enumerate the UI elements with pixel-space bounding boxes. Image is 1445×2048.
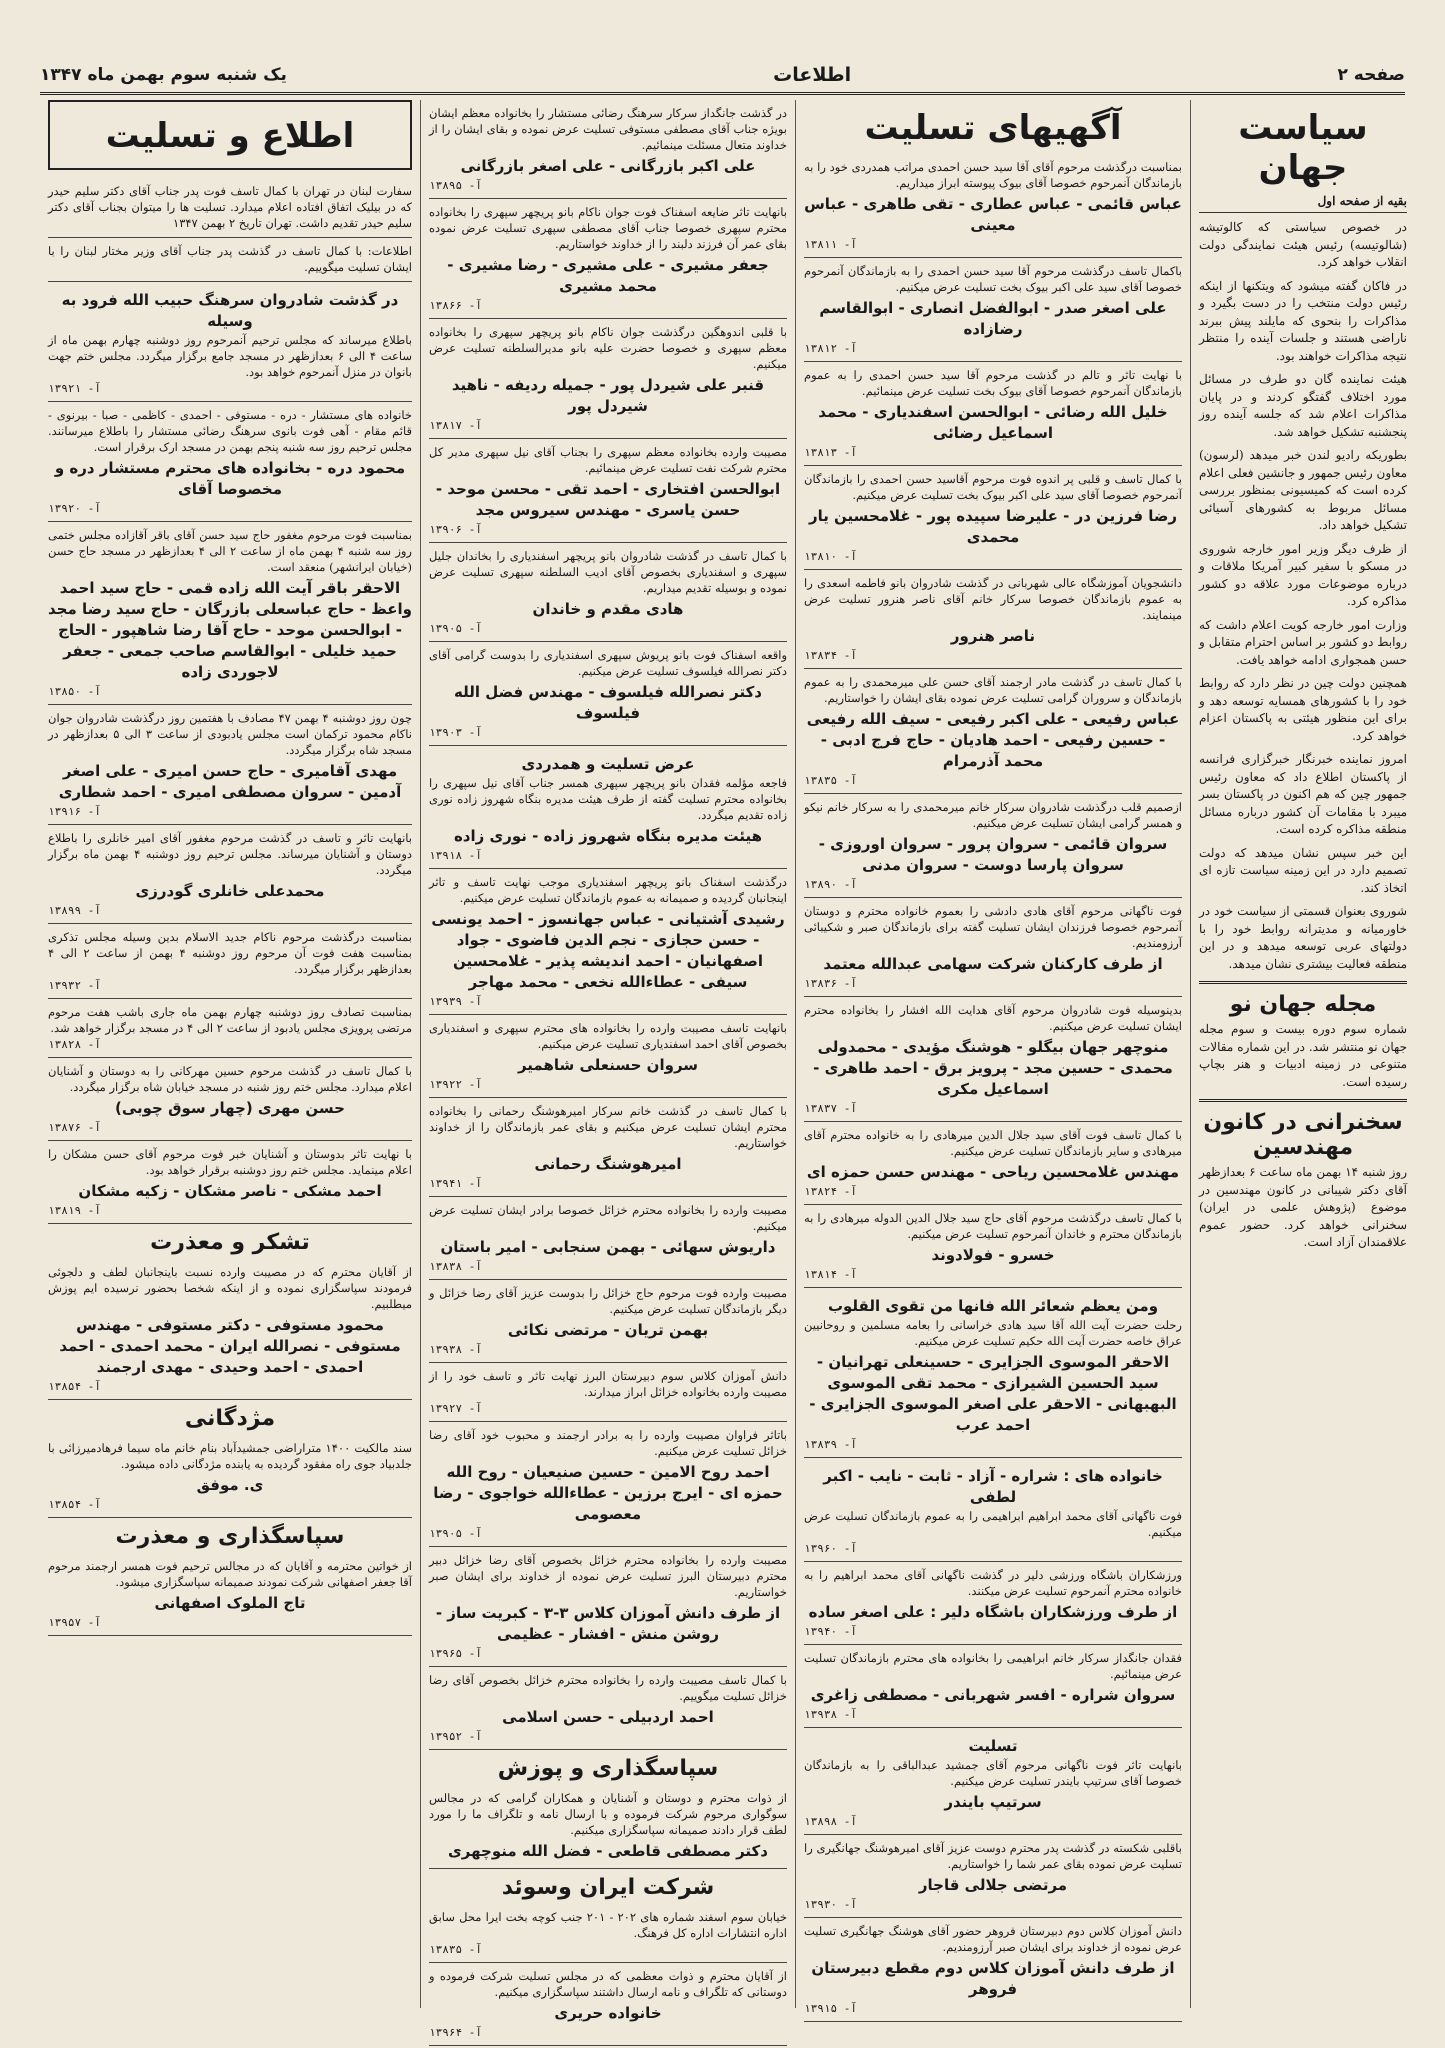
notice-body: فوت ناگهانی آقای محمد ابراهیم ابراهیمی را به عموم بازماندگان تسلیت عرض میکنیم.	[804, 1509, 1182, 1539]
notice-names: عباس رفیعی - علی اکبر رفیعی - سیف الله رفیعی - حسین رفیعی - احمد هادیان - حاج فرج ادبی - محمد آذرمرام	[806, 710, 1180, 770]
notice-body: با کمال تاسف و قلبی پر اندوه فوت مرحوم آقاسید حسن احمدی را بازماندگان آنمرحوم خصوصا آقای سید علی اکبر بیوک بخت تسلیت عرض میکنیم.	[804, 472, 1182, 502]
notice-body: مصیبت وارده را بخانواده محترم خزائل خصوصا برادر ایشان تسلیت عرض میکنیم.	[429, 1203, 787, 1233]
gratitude-title: سپاسگذاری و معذرت	[115, 1524, 345, 1549]
notice-title: در گذشت شادروان سرهنگ حبیب الله فرود به وسیله	[61, 291, 399, 330]
notice	[429, 319, 787, 439]
notice	[804, 466, 1182, 570]
issue-date: یک شنبه سوم بهمن ماه ۱۳۴۷	[40, 65, 287, 85]
notice-list	[429, 100, 787, 1750]
notice-code: ۱۳۸۲۸ -آ	[48, 1038, 101, 1051]
company-body: خیابان سوم اسفند شماره های ۲۰۲ - ۲۰۱ جنب کوچه بخت ایرا محل سابق اداره انتشارات اداره کل فرهنگ.	[429, 1910, 787, 1940]
notice-code: ۱۳۹۶۰ -آ	[804, 1542, 857, 1555]
notice-body: بدینوسیله فوت شادروان مرحوم آقای هدایت الله افشار را بخانواده محترم ایشان تسلیت عرض میکنیم.	[804, 1003, 1182, 1033]
world-politics-subtitle: بقیه از صفحه اول	[1199, 194, 1407, 213]
notice-code: ۱۳۸۱۲ -آ	[804, 342, 857, 355]
notice-body: بانهایت تاثر فوت ناگهانی مرحوم آقای جمشید عبدالباقی را به بازماندگان خصوصا آقای سرتیپ بایندر تسلیت عرض میکنیم.	[804, 1758, 1182, 1788]
notice	[804, 1205, 1182, 1288]
notice-body: با کمال تاسف در گذشت خانم سرکار امیرهوشنگ رحمانی را بخانواده محترم ایشان تسلیت عرض میکنیم و بقای عمر بازماندگان را از خداوند خواستاریم.	[429, 1104, 787, 1150]
notice	[48, 924, 412, 999]
last-body: از آقایان محترم و ذوات معظمی که در مجلس تسلیت شرکت فرموده و دوستانی که تلگراف و نامه ارسال داشتند سپاسگزاری میکنیم.	[429, 1969, 787, 1999]
condolence-list	[804, 154, 1182, 2022]
last-code: ۱۳۹۶۴ -آ	[429, 2026, 482, 2039]
notice-body: با کمال تاسف در گذشت مادر ارجمند آقای حسن علی میرمحمدی را به عموم بازماندگان و سروران گرامی تسلیت عرض نموده بقای ایشان را خواستاریم.	[804, 675, 1182, 705]
notice-body: با قلبی اندوهگین درگذشت جوان ناکام بانو پریچهر سپهری را بخانواده معظم سپهری و خصوصا حضرت علیه بانو مدیرالسلطنه تسلیت عرض میکنیم.	[429, 325, 787, 371]
notice-code: ۱۳۹۰۳ -آ	[429, 726, 482, 739]
paragraph: در فاکان گفته میشود که ویتکنها از اینکه رئیس دولت منتخب را در دست بگیرد و مذاکرات را بنحوی که مایلند پیش ببرند ناراضی هستند و جلسات آینده را منتظر نتیجه مذاکرات خواهند بود.	[1199, 278, 1407, 363]
gratitude-body: از خواتین محترمه و آقایان که در مجالس ترحیم فوت همسر ارجمند مرحوم آقا جعفر اصفهانی شرکت نمودند صمیمانه سپاسگزاری میشود.	[48, 1559, 412, 1589]
paragraph: وزارت امور خارجه کویت اعلام داشت که روابط دو کشور بر اساس احترام متقابل و حسن همجواری ادامه خواهد یافت.	[1199, 617, 1407, 667]
notice	[429, 100, 787, 199]
announcement-box	[48, 100, 412, 170]
notice	[804, 898, 1182, 997]
thanks-apology-names: محمود مستوفی - دکتر مستوفی - مهندس مستوفی - نصرالله ایران - محمد احمدی - احمد احمدی - احمد وحیدی - مهدی ارجمند	[59, 1316, 401, 1376]
divider	[1199, 981, 1407, 984]
company-code: ۱۳۸۳۵ -آ	[429, 1943, 482, 1956]
notice	[429, 1280, 787, 1363]
paragraph: شوروی بعنوان قسمتی از سیاست خود در خاورمیانه و مدیترانه روابط خود را با دولتهای عربی توسعه میدهد و در این منطقه فعالیت بیشتری نشان میدهد.	[1199, 904, 1407, 971]
notice	[429, 1667, 787, 1750]
notice-names: احمد مشکی - ناصر مشکان - زکیه مشکان	[78, 1182, 382, 1200]
notice-code: ۱۳۹۳۲ -آ	[48, 979, 101, 992]
notice-names: سروان حسنعلی شاهمیر	[517, 1056, 699, 1074]
notice-names: بهمن تریان - مرتضی نکائی	[507, 1321, 709, 1339]
announcement-title: اطلاع و تسلیت	[105, 116, 355, 156]
thanks-apology-notice	[48, 1259, 412, 1400]
notice-names: دکتر نصرالله فیلسوف - مهندس فضل الله فیلسوف	[454, 683, 762, 722]
notice-code: ۱۳۹۴۰ -آ	[804, 1625, 857, 1638]
notice-body: خانواده های مستشار - دره - مستوفی - احمدی - کاظمی - صبا - بیرنوی - قائم مقام - آهی فوت بانوی سرهنگ رضائی مستشار را باطلاع میرسانند. مجلس ترحیم روز سه شنبه پنجم بهمن در مسجد ارک برقرار است.	[48, 408, 412, 454]
reward-code: ۱۳۸۵۴ -آ	[48, 1498, 101, 1511]
notice-body: با کمال تاسف در گذشت شادروان بانو پریچهر اسفندیاری را بخاندان جلیل سپهری و اسفندیاری بخصوص آقای ادیب السلطنه سپهری تسلیت عرض نموده و بوسیله تقدیم میداریم.	[429, 549, 787, 595]
notice	[804, 362, 1182, 466]
notice-body: با کمال تاسف مصیبت وارده را بخانواده محترم خزائل بخصوص آقای رضا خزائل تسلیت میگوییم.	[429, 1673, 787, 1703]
notice-code: ۱۳۹۲۰ -آ	[48, 502, 101, 515]
notice	[429, 869, 787, 1015]
notice	[429, 642, 787, 746]
world-politics-column	[1190, 100, 1415, 2008]
notice	[48, 705, 412, 825]
notice-code: ۱۳۸۳۵ -آ	[804, 774, 857, 787]
notice-body: رحلت حضرت آیت الله آقا سید هادی خراسانی را بعامه مسلمین و روحانیین عراق خاصه حضرت آیت الله حکیم تسلیت عرض میکنیم.	[804, 1318, 1182, 1348]
notice-names: امیرهوشنگ رحمانی	[534, 1155, 682, 1173]
notice	[48, 282, 412, 402]
notice	[804, 258, 1182, 362]
thanks-apology-body: از آقایان محترم که در مصیبت وارده نسبت باینجانبان لطف و دلجوئی فرمودند سپاسگزاری نموده و از اینکه شخصا بحضور نرسیده ایم پوزش میطلبیم.	[48, 1265, 412, 1311]
notice-code: ۱۳۹۶۵ -آ	[429, 1647, 482, 1660]
notice-body: باتاثر فراوان مصیبت وارده را به برادر ارجمند و محبوب خود آقای رضا خزائل تسلیت عرض میکنیم.	[429, 1428, 787, 1458]
thanks-apology-code: ۱۳۸۵۴ -آ	[48, 1380, 101, 1393]
notice	[804, 669, 1182, 794]
world-politics-body	[1199, 219, 1407, 973]
gratitude-notice	[48, 1553, 412, 1636]
notice-code: ۱۳۹۳۸ -آ	[429, 1343, 482, 1356]
world-politics-title: سیاست جهان	[1238, 108, 1368, 188]
notice-body: بانهایت تاثر ضایعه اسفناک فوت جوان ناکام بانو پریچهر سپهری را بخانواده محترم سپهری خصوصا جناب آقای مصطفی سپهری تسلیت عرض نموده بقای عمر آن فرزند دلبند را از خداوند خواستاریم.	[429, 205, 787, 251]
notice	[804, 794, 1182, 898]
notice-names: رضا فرزین در - علیرضا سپیده پور - غلامحسین یار محمدی	[808, 507, 1178, 546]
notices-column	[420, 100, 795, 2039]
paragraph: از ظرف دیگر وزیر امور خارجه شوروی در مسکو با سفیر کبیر آمریکا ملاقات و درباره موضوعات مورد علاقه دو کشور مذاکره کرد.	[1199, 541, 1407, 608]
notice-body: دانش آموزان کلاس دوم دبیرستان فروهر حضور آقای هوشنگ جهانگیری تسلیت عرض نموده از خداوند برای ایشان صبر آرزومندیم.	[804, 1924, 1182, 1954]
notice-body: با نهایت تاثر و تالم در گذشت مرحوم آقا سید حسن احمدی را به عموم بازماندگان آنمرحوم خصوصا آقای بیوک بخت تسلیت عرض مینمائیم.	[804, 368, 1182, 398]
notice-names: هادی مقدم و خاندان	[532, 600, 684, 618]
notice-names: منوچهر جهان بیگلو - هوشنگ مؤیدی - محمدولی محمدی - حسین مجد - پرویز برق - احمد طاهری - اسماعیل مکری	[813, 1038, 1173, 1098]
notice-code: ۱۳۸۳۴ -آ	[804, 649, 857, 662]
notice-names: هیئت مدیره بنگاه شهروز زاده - نوری زاده	[453, 827, 763, 845]
notice-body: چون روز دوشنبه ۴ بهمن ۴۷ مصادف با هفتمین روز درگذشت شادروان جوان ناکام محمود ترکمان است مجلس یادبودی از ساعت ۳ الی ۵ بعدازظهر در مسجد شاه برگزار میگردد.	[48, 711, 412, 757]
paragraph: هیئت نماینده گان دو طرف در مسائل مورد اختلاف گفتگو کردند و در پایان مذاکرات اعلام شد که جلسه آینده روز پنجشنبه تشکیل خواهد شد.	[1199, 372, 1407, 439]
paragraph: در خصوص سیاستی که کالوتیشه (شالوتیسه) رئیس هیئت نمایندگی دولت انقلاب خواهد کرد.	[1199, 220, 1407, 269]
notice-body: سفارت لبنان در تهران با کمال تاسف فوت پدر جناب آقای دکتر سلیم حیدر که در بیلیک اتفاق افتاده اعلام میدارد. تسلیت ها را میتوان بجناب آقای دکتر سلیم حیدر تقدیم داشت. تهران تاریخ ۲ بهمن ۱۳۴۷	[48, 184, 412, 230]
notice	[429, 439, 787, 543]
notice-names: سروان شراره - افسر شهربانی - مصطفی زاغری	[810, 1686, 1176, 1704]
notice-names: محمود دره - بخانواده های محترم مستشار دره و مخصوصا آقای	[54, 459, 406, 498]
notice	[804, 570, 1182, 669]
notice-names: احمد روح الامین - حسین صنیعیان - روح الله حمزه ای - ایرج برزین - عطاءالله خواجوی - رضا معصومی	[433, 1463, 783, 1523]
lecture-title: سخنرانی در کانون مهندسین	[1203, 1110, 1403, 1160]
notice-code: ۱۳۹۳۰ -آ	[804, 1898, 857, 1911]
notice-code: ۱۳۹۴۱ -آ	[429, 1177, 482, 1190]
notice-names: سرتیپ بایندر	[944, 1793, 1042, 1811]
notice	[48, 1058, 412, 1141]
notice-code: ۱۳۹۵۲ -آ	[429, 1730, 482, 1743]
condolence-ads-column	[795, 100, 1190, 2015]
notice-code: ۱۳۹۳۸ -آ	[804, 1708, 857, 1721]
notice-names: الاحقر باقر آیت الله زاده قمی - حاج سید احمد واعظ - حاج عباسعلی بازرگان - حاج سید رضا مجد - ابوالحسن موحد - حاج آقا رضا شاهپور - الحاج حمید خلیلی - ابوالقاسم صاحب جمعی - جعفر لاجوردی زاده	[47, 579, 412, 681]
notice-body: دانش آموزان کلاس سوم دبیرستان البرز نهایت تاثر و تاسف خود را از مصیبت وارده بخانواده خزائل ابراز میدارند.	[429, 1369, 787, 1399]
notice-code: ۱۳۸۱۹ -آ	[48, 1204, 101, 1217]
notice-names: از طرف ورزشکاران باشگاه دلیر : علی اصغر ساده	[808, 1603, 1178, 1621]
notice-body: اطلاعات: با کمال تاسف در گذشت پدر جناب آقای وزیر مختار لبنان را با ایشان تسلیت میگوییم.	[48, 244, 412, 274]
notice	[804, 1562, 1182, 1645]
notice-code: ۱۳۸۶۶ -آ	[429, 299, 482, 312]
notice-body: ورزشکاران باشگاه ورزشی دلیر در گذشت ناگهانی آقای محمد ابراهیم را به خانواده محترم آنمرحوم تسلیت عرض میکنند.	[804, 1568, 1182, 1598]
divider	[1199, 1099, 1407, 1102]
notice-names: عباس قائمی - عباس عطاری - تقی طاهری - عباس معینی	[804, 195, 1182, 234]
notice	[429, 746, 787, 869]
notice-body: فاجعه مؤلمه فقدان بانو پریچهر سپهری همسر جناب آقای نیل سپهری را بخانواده محترم تسلیت گفته از طرف هیئت مدیره بنگاه شهروز زاده نوری زاده تقدیم میگردد.	[429, 776, 787, 822]
notice-body: بمناسبت فوت مرحوم مغفور حاج سید حسن آقای باقر آقازاده مجلس ختمی روز سه شنبه ۴ بهمن ماه از ساعت ۲ الی ۴ بعدازظهر در مسجد حاج حسن (خیابان ایرانشهر) منعقد است.	[48, 528, 412, 574]
notice-names: ناصر هنرور	[950, 627, 1036, 645]
notice	[48, 1141, 412, 1224]
notice	[48, 238, 412, 282]
notice	[48, 178, 412, 238]
notice	[48, 999, 412, 1058]
company-notice	[429, 1904, 787, 1963]
notice-names: از طرف دانش آموزان کلاس ۳-۳ - کبریت ساز - روشن منش - افشار - عظیمی	[435, 1604, 781, 1643]
notice-names: احمد اردبیلی - حسن اسلامی	[502, 1708, 714, 1726]
notice-names: خلیل الله رضائی - ابوالحسن اسفندیاری - محمد اسماعیل رضائی	[818, 403, 1168, 442]
notice-body: واقعه اسفناک فوت بانو پریوش سپهری اسفندیاری را بدوست گرامی آقای دکتر نصرالله فیلسوف تسلیت عرض میکنیم.	[429, 648, 787, 678]
notice	[804, 1728, 1182, 1835]
notice-body: دانشجویان آموزشگاه عالی شهربانی در گذشت شادروان بانو فاطمه اسعدی را به عموم بازماندگان خصوصا سرکار خانم آقای ناصر هنرور تسلیت عرض مینمایند.	[804, 576, 1182, 622]
notice	[804, 1835, 1182, 1918]
notice-names: ابوالحسن افتخاری - احمد تقی - محسن موحد - حسن یاسری - مهندس سیروس مجد	[435, 480, 781, 519]
paper-name: اطلاعات	[773, 64, 852, 86]
notice-title: ومن یعظم شعائر الله فانها من تقوی القلوب	[827, 1297, 1159, 1315]
notice-body: باطلاع میرساند که مجلس ترحیم آنمرحوم روز دوشنبه چهارم بهمن ماه از ساعت ۴ الی ۶ بعدازظهر در مسجد جامع برگزار میگردد. مجلس ختم جهت بانوان در منزل آنمرحوم خواهد بود.	[48, 333, 412, 379]
notice-code: ۱۳۸۲۴ -آ	[804, 1185, 857, 1198]
notice-code: ۱۳۸۹۸ -آ	[804, 1815, 857, 1828]
notice-body: ازصمیم قلب درگذشت شادروان سرکار خانم میرمحمدی را به سرکار خانم نیکو و همسر گرامی ایشان تسلیت عرض میکنیم.	[804, 800, 1182, 830]
notice-code: ۱۳۸۳۸ -آ	[429, 1260, 482, 1273]
notice	[804, 1288, 1182, 1458]
notice-body: با کمال تاسف درگذشت مرحوم آقای حاج سید جلال الدین الدوله میرهادی را به بازماندگان محترم و خاندان آنمرحوم تسلیت عرض میکنیم.	[804, 1211, 1182, 1241]
thanks-apology-title: تشکر و معذرت	[150, 1230, 310, 1255]
notice-body: با کمال تاسف فوت آقای سید جلال الدین میرهادی را به خانواده محترم آقای میرهادی و سایر بازماندگان تسلیت عرض میکنیم.	[804, 1128, 1182, 1158]
notice-names: مرتضی جلالی قاجار	[918, 1876, 1068, 1894]
notice-code: ۱۳۹۱۸ -آ	[429, 849, 482, 862]
notice-body: با نهایت تاثر بدوستان و آشنایان خبر فوت مرحوم آقای حسن مشکان را اعلام مینماید. مجلس ختم روز دوشنبه برقرار خواهد بود.	[48, 1147, 412, 1177]
notice-body: مصیبت وارده را بخانواده محترم خزائل بخصوص آقای رضا خزائل دبیر محترم دبیرستان البرز تسلیت عرض نموده از خداوند برای ایشان صبر خواستاریم.	[429, 1553, 787, 1599]
notice-code: ۱۳۸۱۷ -آ	[429, 419, 482, 432]
notice-names: الاحقر الموسوی الجزایری - حسینعلی تهرانیان - سید الحسین الشیرازی - محمد تقی الموسوی البهبهانی - الاحقر علی اصغر الموسوی الجزایری - احمد عرب	[809, 1353, 1177, 1434]
thanks-names: دکتر مصطفی قاطعی - فضل الله منوچهری	[448, 1842, 768, 1860]
notice-title: خانواده های : شراره - آزاد - ثابت - نایب - اکبر لطفی	[823, 1467, 1163, 1506]
reward-notice	[48, 1435, 412, 1518]
thanks-body: از ذوات محترم و دوستان و آشنایان و همکاران گرامی که در مجالس سوگواری مرحوم شرکت فرموده و با ارسال نامه و تلگراف ما را مورد لطف قرار دادند صمیمانه سپاسگزاری میکنیم.	[429, 1791, 787, 1837]
notice-names: رشیدی آشتیانی - عباس جهانسوز - احمد یونسی - حسن حجازی - نجم الدین فاضوی - جواد اصفهانیان - احمد اندیشه پذیر - غلامحسین سیفی - عطاءالله نخعی - محمد مهاجر	[431, 910, 785, 991]
notice	[429, 1547, 787, 1667]
notice-body: فوت ناگهانی مرحوم آقای هادی دادشی را بعموم خانواده محترم و دوستان آنمرحوم خصوصا فرزندان ایشان تسلیت گفته برای بازماندگان صبر و شکیبائی آرزومندیم.	[804, 904, 1182, 950]
notice-names: محمدعلی خانلری گودرزی	[135, 882, 325, 900]
notice-code: ۱۳۹۳۹ -آ	[429, 995, 482, 1008]
notice-body: بانهایت تاثر و تاسف در گذشت مرحوم مغفور آقای امیر خانلری را باطلاع دوستان و آشنایان میرساند. مجلس ترحیم روز دوشنبه ۴ بهمن ماه برگزار میگردد.	[48, 831, 412, 877]
notice-body: مصیبت وارده بخانواده معظم سپهری را بجناب آقای نیل سپهری مدیر کل محترم شرکت نفت تسلیت عرض مینمائیم.	[429, 445, 787, 475]
notice-names: از طرف دانش آموزان کلاس دوم مقطع دبیرستان فروهر	[811, 1959, 1175, 1998]
gratitude-names: تاج الملوک اصفهانی	[154, 1594, 306, 1612]
notice-code: ۱۳۸۵۰ -آ	[48, 685, 101, 698]
notice	[48, 522, 412, 705]
notice	[48, 825, 412, 924]
notice	[804, 1122, 1182, 1205]
notice-body: مصیبت وارده فوت مرحوم حاج خزائل را بدوست عزیز آقای رضا خزائل و دیگر بازماندگان تسلیت عرض میکنیم.	[429, 1286, 787, 1316]
notice-body: در گذشت جانگداز سرکار سرهنگ رضائی مستشار را بخانواده معظم ایشان بویژه جناب آقای مصطفی مستوفی تسلیت عرض نموده و بقای ایشان را از خداوند متعال مسئلت مینمائیم.	[429, 106, 787, 152]
notice-code: ۱۳۹۱۵ -آ	[804, 2002, 857, 2015]
notice	[429, 1422, 787, 1547]
notice-code: ۱۳۹۰۶ -آ	[429, 523, 482, 536]
notice-names: از طرف کارکنان شرکت سهامی عبدالله معتمد	[823, 955, 1163, 973]
notice-names: علی اکبر بازرگانی - علی اصغر بازرگانی	[460, 157, 756, 175]
notice-code: ۱۳۸۱۴ -آ	[804, 1268, 857, 1281]
columns	[40, 100, 1415, 2039]
notice-code: ۱۳۸۹۹ -آ	[48, 904, 101, 917]
notice-body: درگذشت اسفناک بانو پریچهر اسفندیاری موجب نهایت تاسف و تاثر اینجانبان گردیده و صمیمانه به عموم بازماندگان تسلیت عرض میکنیم.	[429, 875, 787, 905]
notice	[429, 1197, 787, 1280]
notice-names: حسن مهری (چهار سوق چوبی)	[114, 1099, 345, 1117]
notice-code: ۱۳۹۲۷ -آ	[429, 1402, 482, 1415]
notice-body: فقدان جانگداز سرکار خانم ابراهیمی را بخانواده های محترم بازماندگان تسلیت عرض مینمائیم.	[804, 1651, 1182, 1681]
notice-code: ۱۳۹۲۲ -آ	[429, 1078, 482, 1091]
notice-code: ۱۳۸۷۶ -آ	[48, 1121, 101, 1134]
notice-code: ۱۳۸۳۶ -آ	[804, 977, 857, 990]
notice-code: ۱۳۸۹۰ -آ	[804, 878, 857, 891]
notice-names: خسرو - فولادوند	[931, 1246, 1055, 1264]
notice-names: جعفر مشیری - علی مشیری - رضا مشیری - محمد مشیری	[447, 256, 769, 295]
lecture-body: روز شنبه ۱۴ بهمن ماه ساعت ۶ بعدازظهر آقای دکتر شیبانی در کانون مهندسین در موضوع (پژوهش علمی در ایران) سخنرانی خواهد کرد. حضور عموم علاقمندان آزاد است.	[1199, 1165, 1408, 1249]
notice-names: علی اصغر صدر - ابوالفضل انصاری - ابوالقاسم رضازاده	[819, 299, 1167, 338]
notice-names: مهندس غلامحسین ریاحی - مهندس حسن حمزه ای	[806, 1163, 1180, 1181]
notice-code: ۱۳۹۱۶ -آ	[48, 805, 101, 818]
notice-code: ۱۳۸۱۱ -آ	[804, 238, 857, 251]
notice	[429, 1363, 787, 1422]
notice-body: باکمال تاسف درگذشت مرحوم آقا سید حسن احمدی را به بازماندگان آنمرحوم خصوصا آقای سید علی اکبر بیوک بخت تسلیت عرض میکنیم.	[804, 264, 1182, 294]
jahan-no-body: شماره سوم دوره بیست و سوم مجله جهان نو منتشر شد. در این شماره مقالات متنوعی در زمینه ادبیات و هنر بچاپ رسیده است.	[1199, 1022, 1407, 1089]
masthead	[40, 58, 1405, 95]
notice-body: بمناسبت درگذشت مرحوم آقای آقا سید حسن احمدی مراتب همدردی خود را به بازماندگان آنمرحوم خصوصا آقای بیوک پیوسته ابراز میداریم.	[804, 160, 1182, 190]
notice	[429, 543, 787, 642]
notice-code: ۱۳۹۲۱ -آ	[48, 382, 101, 395]
notice-names: داریوش سهائی - بهمن سنجابی - امیر باستان	[440, 1238, 776, 1256]
notice	[48, 402, 412, 522]
notice-body: بمناسبت تصادف روز دوشنبه چهارم بهمن ماه جاری باشب هفت مرحوم مرتضی پرویزی مجلس یادبود از ساعت ۲ الی ۴ در مسجد برگزار خواهد شد.	[48, 1005, 412, 1035]
jahan-no-title: مجله جهان نو	[1229, 992, 1377, 1017]
announcement-list	[48, 178, 412, 1224]
notice-title: عرض تسلیت و همدردی	[521, 755, 695, 773]
notice-code: ۱۳۸۱۰ -آ	[804, 550, 857, 563]
notice-body: بانهایت تاسف مصیبت وارده را بخانواده های محترم سپهری و اسفندیاری بخصوص آقای احمد اسفندیاری تسلیت عرض میکنیم.	[429, 1021, 787, 1051]
notice	[804, 154, 1182, 258]
paragraph: امروز نماینده خبرنگار خبرگزاری فرانسه از پاکستان اطلاع داد که معاون رئیس جمهور چین که هم اکنون در پاکستان بسر میبرد با مقامات آن کشور درباره مسائل منطقه مذاکره کرده است.	[1199, 752, 1407, 836]
thanks-notice	[429, 1785, 787, 1869]
notice-names: مهدی آقامیری - حاج حسن امیری - علی اصغر آدمین - سروان مصطفی امیری - احمد شطاری	[58, 762, 402, 801]
notice-code: ۱۳۹۰۵ -آ	[429, 622, 482, 635]
paragraph: این خبر سپس نشان میدهد که دولت تصمیم دارد در این زمینه سیاست تازه ای اتخاذ کند.	[1199, 845, 1407, 895]
reward-names: ی. موفق	[196, 1476, 264, 1494]
notice-code: ۱۳۸۳۷ -آ	[804, 1102, 857, 1115]
notice-code: ۱۳۸۱۳ -آ	[804, 446, 857, 459]
notice-title: تسلیت	[968, 1737, 1018, 1755]
paragraph: بطوریکه رادیو لندن خبر میدهد (لرسون) معاون رئیس جمهور و جانشین فعلی اعلام کرده است که کمیسیونی بمنظور بررسی مسائل مربوط به کشورهای آسیائی تشکیل خواهد داد.	[1199, 448, 1407, 532]
notice-body: باقلبی شکسته در گذشت پدر محترم دوست عزیز آقای امیرهوشنگ جهانگیری را تسلیت عرض نموده بقای عمر شما را خواستاریم.	[804, 1841, 1182, 1871]
last-names: خانواده حریری	[554, 2004, 662, 2022]
notice-body: با کمال تاسف در گذشت مرحوم حسین مهرکانی را به دوستان و آشنایان اعلام میدارد. مجلس ختم روز شنبه در مسجد خیابان شاه برگزار میگردد.	[48, 1064, 412, 1094]
reward-title: مژدگانی	[184, 1406, 276, 1431]
reward-body: سند مالکیت ۱۴۰۰ متراراضی جمشیدآباد بنام خانم ماه سیما فرهادمیرزائی با جلدبیاد جوی راه مفقود گردیده به یابنده مژدگانی داده میشود.	[48, 1441, 413, 1471]
notice-code: ۱۳۸۹۵ -آ	[429, 179, 482, 192]
notice	[429, 199, 787, 319]
last-notice	[429, 1963, 787, 2046]
company-title: شرکت ایران وسوئد	[501, 1875, 715, 1900]
gratitude-code: ۱۳۹۵۷ -آ	[48, 1616, 101, 1629]
paragraph: همچنین دولت چین در نظر دارد که روابط خود را با کشورهای همسایه توسعه دهد و برای این منظور هیئتی به پاکستان اعزام خواهد کرد.	[1199, 676, 1407, 743]
notice-code: ۱۳۸۳۹ -آ	[804, 1438, 857, 1451]
thanks-title: سپاسگذاری و پوزش	[497, 1756, 719, 1781]
notice	[429, 1098, 787, 1197]
notice-body: بمناسبت درگذشت مرحوم ناکام جدید الاسلام بدین وسیله مجلس تذکری بمناسبت هفت فوت آن مرحوم روز دوشنبه ۴ بهمن از ساعت ۲ الی ۴ بعدازظهر برگزار میگردد.	[48, 930, 412, 976]
notice-code: ۱۳۹۰۵ -آ	[429, 1527, 482, 1540]
announcement-column	[40, 100, 420, 2008]
notice-names: قنبر علی شیردل پور - جمیله ردیفه - ناهید شیردل پور	[451, 376, 765, 415]
notice	[804, 1645, 1182, 1728]
notice	[429, 1015, 787, 1098]
notice	[804, 997, 1182, 1122]
notice	[804, 1918, 1182, 2022]
notice-names: سروان قائمی - سروان پرور - سروان اوروزی - سروان پارسا دوست - سروان مدنی	[818, 835, 1168, 874]
page-number: صفحه ۲	[1337, 65, 1405, 85]
notice	[804, 1458, 1182, 1562]
condolence-ads-title: آگهیهای تسلیت	[864, 108, 1122, 148]
